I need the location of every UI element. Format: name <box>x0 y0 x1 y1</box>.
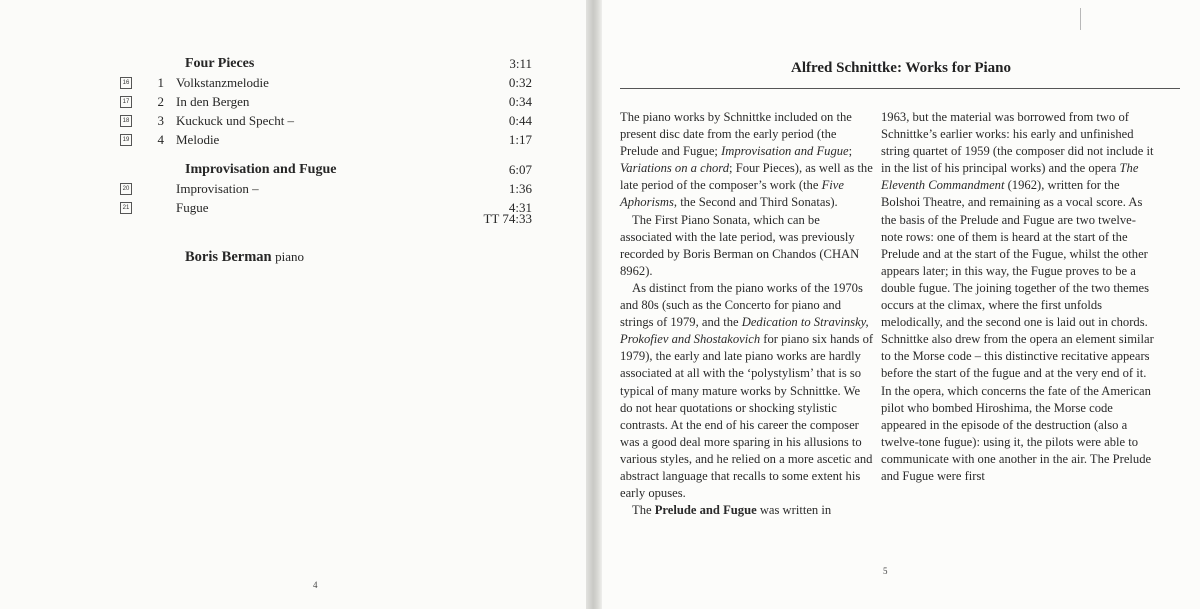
italic-title: Variations on a chord <box>620 161 730 176</box>
track-title: Improvisation – <box>176 180 259 196</box>
track-number-badge: 16 <box>120 77 132 89</box>
text-run: 1963, but the material was borrowed from two of Schnittke’s earlier works: his early and unfinished string quartet of 1959 (the composer did not include it in the list of his principal works) and the opera <box>881 110 1154 176</box>
section-heading <box>120 160 532 179</box>
italic-title: The Eleventh Commandment <box>881 161 1139 193</box>
performer-name: Boris Berman <box>185 249 272 265</box>
right-page <box>602 0 1200 609</box>
track-number-badge: 19 <box>120 134 132 146</box>
text-run: The <box>632 503 655 518</box>
bold-title: Prelude and Fugue <box>654 503 757 518</box>
track-title: In den Bergen <box>176 93 250 109</box>
track-number-badge: 20 <box>120 183 132 195</box>
paragraph <box>620 502 874 519</box>
track-title: Melodie <box>176 131 220 147</box>
total-time: TT 74:33 <box>483 211 532 226</box>
performer-credit <box>185 249 304 266</box>
book-gutter <box>586 0 602 609</box>
paragraph <box>881 109 1155 485</box>
text-run: The piano works by Schnittke included on the present disc date from the early period (the Prelude and Fugue; <box>620 110 852 159</box>
performer-role: piano <box>275 249 304 264</box>
title-rule <box>620 88 1180 89</box>
track-row <box>120 92 532 111</box>
paragraph: The First Piano Sonata, which can be associated with the late period, was previously recorded by Boris Berman on Chandos (CHAN 8962). <box>620 212 860 278</box>
track-duration: 0:32 <box>508 74 532 90</box>
text-run: ; <box>848 144 853 159</box>
paragraph <box>620 280 874 502</box>
text-column-left <box>620 109 874 519</box>
section-title: Four Pieces <box>185 55 255 71</box>
text-run: ; Four Pieces), as well as the late period of the composer’s work (the <box>620 161 873 193</box>
text-run: As distinct from the piano works of the 1970s and 80s (such as the Concerto for piano and strings of 1979, and the <box>620 280 863 330</box>
track-number-badge: 17 <box>120 96 132 108</box>
four-pieces-section <box>120 54 532 149</box>
left-page <box>0 0 586 609</box>
page-number-right: 5 <box>883 566 888 576</box>
text-column-right <box>881 109 1155 485</box>
track-duration: 0:44 <box>508 112 532 128</box>
track-duration: 1:36 <box>508 180 532 196</box>
track-row <box>120 130 532 149</box>
piece-number: 3 <box>157 112 164 128</box>
section-duration: 3:11 <box>509 55 532 71</box>
track-title: Volkstanzmelodie <box>176 74 269 90</box>
text-run: was written in <box>756 503 832 518</box>
section-title: Improvisation and Fugue <box>185 161 337 177</box>
italic-title: Dedication to Stravinsky, Prokofiev and Shostakovich <box>620 315 869 347</box>
piece-number: 1 <box>157 74 164 90</box>
track-title: Kuckuck und Specht – <box>176 112 295 128</box>
section-heading <box>120 54 532 73</box>
text-run: , the Second and Third Sonatas). <box>673 195 838 210</box>
track-row <box>120 179 532 198</box>
italic-title: Five Aphorisms <box>620 178 844 210</box>
track-row <box>120 73 532 92</box>
track-duration: 1:17 <box>508 131 532 147</box>
paragraph <box>620 109 874 212</box>
page-number-left: 4 <box>313 580 318 590</box>
improvisation-fugue-section <box>120 160 532 217</box>
piece-number: 4 <box>157 131 164 147</box>
page-edge-mark <box>1080 8 1081 30</box>
track-title: Fugue <box>176 199 209 215</box>
page-title: Alfred Schnittke: Works for Piano <box>790 60 1011 76</box>
track-duration: 0:34 <box>508 93 532 109</box>
italic-title: Improvisation and Fugue <box>721 144 849 159</box>
section-duration: 6:07 <box>508 161 532 177</box>
piece-number: 2 <box>157 93 164 109</box>
track-number-badge: 21 <box>120 202 132 214</box>
track-row <box>120 111 532 130</box>
text-run: for piano six hands of 1979), the early and late piano works are hardly associated at all with the ‘polystylism’ that is so typical of many mature works by Schnittke. We do not hear quotations or shocking stylistic contrasts. At the end of his career the composer was a good deal more sparing in his allusions to various styles, and he relied on a more ascetic and abstract language that recalls to some extent his early opuses. <box>620 332 874 501</box>
track-number-badge: 18 <box>120 115 132 127</box>
text-run: (1962), written for the Bolshoi Theatre, and remaining as a vocal score. As the basis of the Prelude and Fugue are two twelve-note rows: one of them is heard at the start of the Prelude and at the start of the Fugue, whilst the other appears later; in this way, the Fugue proves to be a double fugue. The joining together of the two themes occurs at the climax, where the first unfolds melodically, and the second one is laid out in chords. Schnittke also drew from the opera an element similar to the Morse code – this distinctive recitative appears before the start of the fugue and at the very end of it. In the opera, which concerns the fate of the American pilot who bombed Hiroshima, the Morse code appeared in the episode of the destruction (also a twelve-tone fugue): using it, the pilots were able to communicate with one another in the air. The Prelude and Fugue were first <box>881 178 1154 483</box>
track-duration: 4:31 <box>508 199 532 215</box>
